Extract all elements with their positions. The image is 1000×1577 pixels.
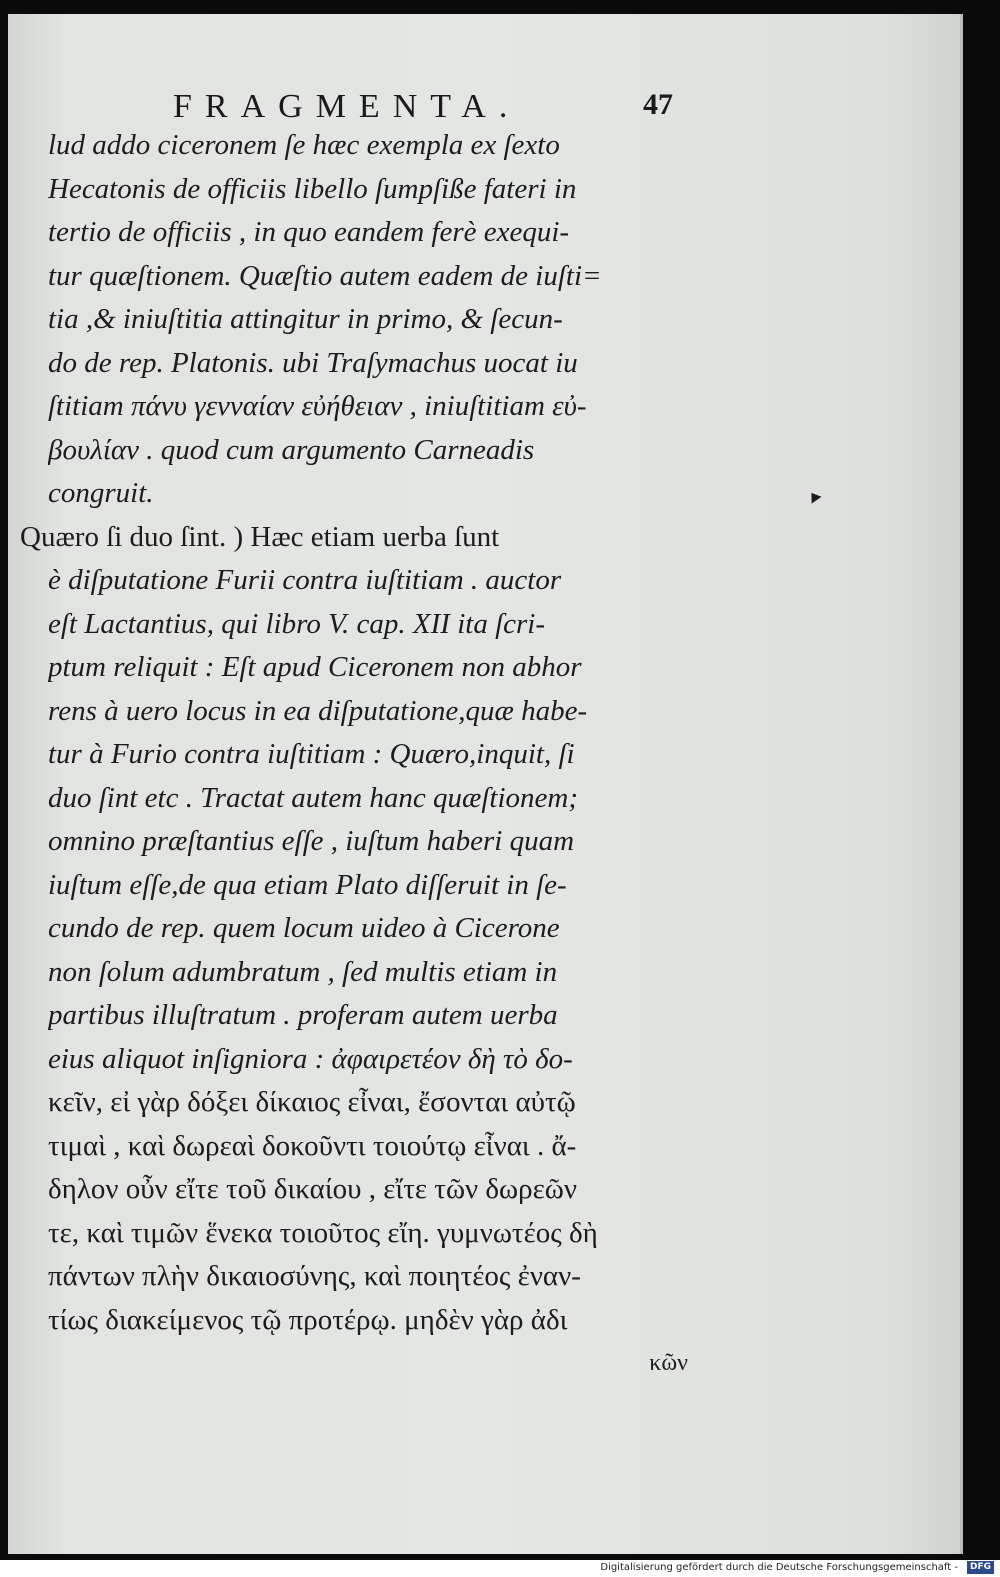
greek-line: τίως διακείμενος τῷ προτέρῳ. μηδὲν γὰρ ἀδι [48,1303,568,1336]
text-line: do de rep. Platonis. ubi Traſymachus uocat iu [48,346,578,379]
text-line: è diſputatione Furii contra iuſtitiam . auctor [48,564,562,596]
footer-credit: Digitalisierung gefördert durch die Deutsche Forschungsgemeinschaft - [600,1562,958,1573]
text-block [20,124,688,1386]
text-line: partibus illuſtratum . proferam autem uerba [48,999,558,1031]
page-number: 47 [643,88,673,121]
greek-line: δηλον οὖν εἴτε τοῦ δικαίου , εἴτε τῶν δωρεῶν [48,1173,577,1205]
lemma-line: Quæro ſi duo ſint. ) Hæc etiam uerba ſunt [20,520,500,553]
text-line: omnino præſtantius eſſe , iuſtum haberi quam [48,825,575,857]
text-line: non ſolum adumbratum , ſed multis etiam in [48,955,558,988]
book-page [8,14,963,1554]
ink-mark [807,489,822,503]
text-line: tertio de officiis , in quo eandem ferè exequi- [48,216,570,248]
greek-line: τιμαὶ , καὶ δωρεαὶ δοκοῦντι τοιούτῳ εἶναι . ἄ- [48,1129,577,1162]
text-line: lud addo ciceronem ſe hæc exempla ex ſexto [48,129,560,161]
greek-line: τε, καὶ τιμῶν ἕνεκα τοιοῦτος εἴη. γυμνωτέος δὴ [48,1216,598,1249]
text-line: ſtitiam πάνυ γενναίαν εὐήθειαν , iniuſtitiam εὐ- [48,390,587,422]
text-line: eſt Lactantius, qui libro V. cap. XII ita ſcri- [48,607,545,640]
text-line: rens à uero locus in ea diſputatione,quæ habe- [48,694,588,727]
text-line: cundo de rep. quem locum uideo à Cicerone [48,912,560,944]
text-line: βουλίαν . quod cum argumento Carneadis [48,433,535,466]
dfg-logo: DFG [967,1561,994,1574]
text-line: Hecatonis de officiis libello ſumpſiße fateri in [48,172,577,205]
text-line: congruit. [48,477,154,509]
text-line: tur quæſtionem. Quæſtio autem eadem de iuſti= [48,259,602,292]
text-line: eius aliquot inſigniora : ἀφαιρετέον δὴ τὸ δο- [48,1042,573,1075]
text-line: duo ſint etc . Tractat autem hanc quæſtionem; [48,781,579,814]
text-line: iuſtum eſſe,de qua etiam Plato diſſeruit in ſe- [48,868,567,901]
greek-line: κεῖν, εἰ γὰρ δόξει δίκαιος εἶναι, ἔσονται αὐτῷ [48,1086,576,1118]
text-line: tur à Furio contra iuſtitiam : Quæro,inquit, ſi [48,738,575,770]
running-title: FRAGMENTA. [173,88,521,125]
page-header [8,88,960,128]
text-line: tia ,& iniuſtitia attingitur in primo, & ſecun- [48,303,563,335]
catchword: κῶν [649,1350,688,1376]
greek-line: πάντων πλὴν δικαιοσύνης, καὶ ποιητέος ἐναν- [48,1260,581,1292]
text-line: ptum reliquit : Eſt apud Ciceronem non abhor [48,651,582,683]
